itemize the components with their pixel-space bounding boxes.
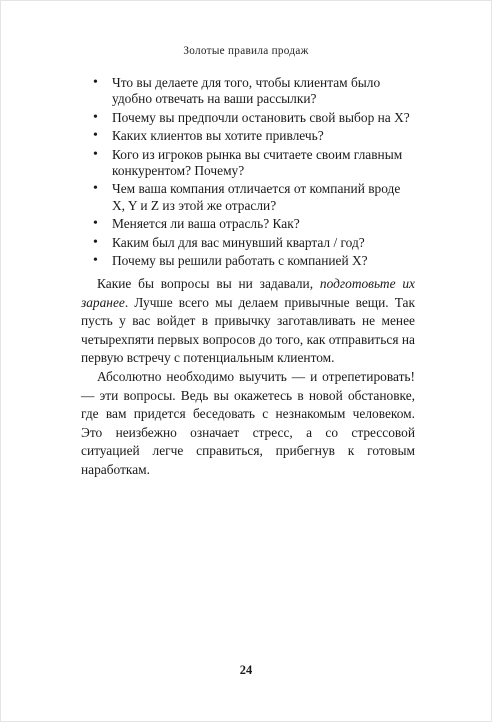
list-item (92, 75, 412, 108)
bullet-icon: • (93, 109, 98, 125)
paragraph-text: . Лучше всего мы делаем привычные вещи. Так пусть у вас войдет в привычку заготавливать не менее четырехпяти первых вопросов до того, как отправиться на первую встречу с потенциальным клиентом. (81, 294, 415, 366)
list-item (92, 147, 412, 180)
list-item (92, 181, 412, 214)
bullet-icon: • (93, 75, 98, 90)
bullet-icon: • (93, 146, 98, 162)
list-item (92, 128, 412, 144)
question-text: Кого из игроков рынка вы считаете своим главным конкурентом? Почему? (112, 146, 403, 179)
list-item (92, 216, 412, 232)
paragraph-text: Какие бы вопросы вы ни задавали, (97, 276, 320, 291)
bullet-icon: • (93, 128, 98, 144)
question-text: Каких клиентов вы хотите привлечь? (112, 128, 324, 144)
bullet-icon: • (93, 253, 98, 269)
bullet-icon: • (93, 234, 98, 250)
question-list (92, 75, 412, 271)
emphasis-text: подготовьте их заранее (81, 276, 415, 310)
list-item (92, 253, 412, 269)
question-text: Почему вы предпочли остановить свой выбор на X? (112, 109, 410, 125)
paragraph-prepare-questions (81, 275, 415, 368)
question-text: Чем ваша компания отличается от компаний вроде X, Y и Z из этой же отрасли? (112, 181, 401, 213)
paragraph-rehearse-questions: Абсолютно необходимо выучить — и отрепетировать! — эти вопросы. Ведь вы окажетесь в новой обстановке, где вам придется беседовать с незнакомым человеком. Это неизбежно означает стресс, а со стрессовой ситуацией легче справиться, прибегнув к готовым наработкам. (81, 368, 415, 477)
body-text (81, 275, 415, 480)
page-number: 24 (239, 663, 253, 677)
question-text: Что вы делаете для того, чтобы клиентам было удобно отвечать на ваши рассылки? (112, 75, 381, 107)
question-text: Меняется ли ваша отрасль? Как? (112, 216, 300, 232)
running-header: Золотые правила продаж (183, 45, 309, 57)
list-item (92, 235, 412, 251)
bullet-icon: • (93, 216, 98, 232)
bullet-icon: • (93, 181, 98, 197)
list-item (92, 110, 412, 126)
question-text: Почему вы решили работать с компанией X? (112, 253, 368, 269)
question-text: Каким был для вас минувший квартал / год? (112, 234, 365, 250)
